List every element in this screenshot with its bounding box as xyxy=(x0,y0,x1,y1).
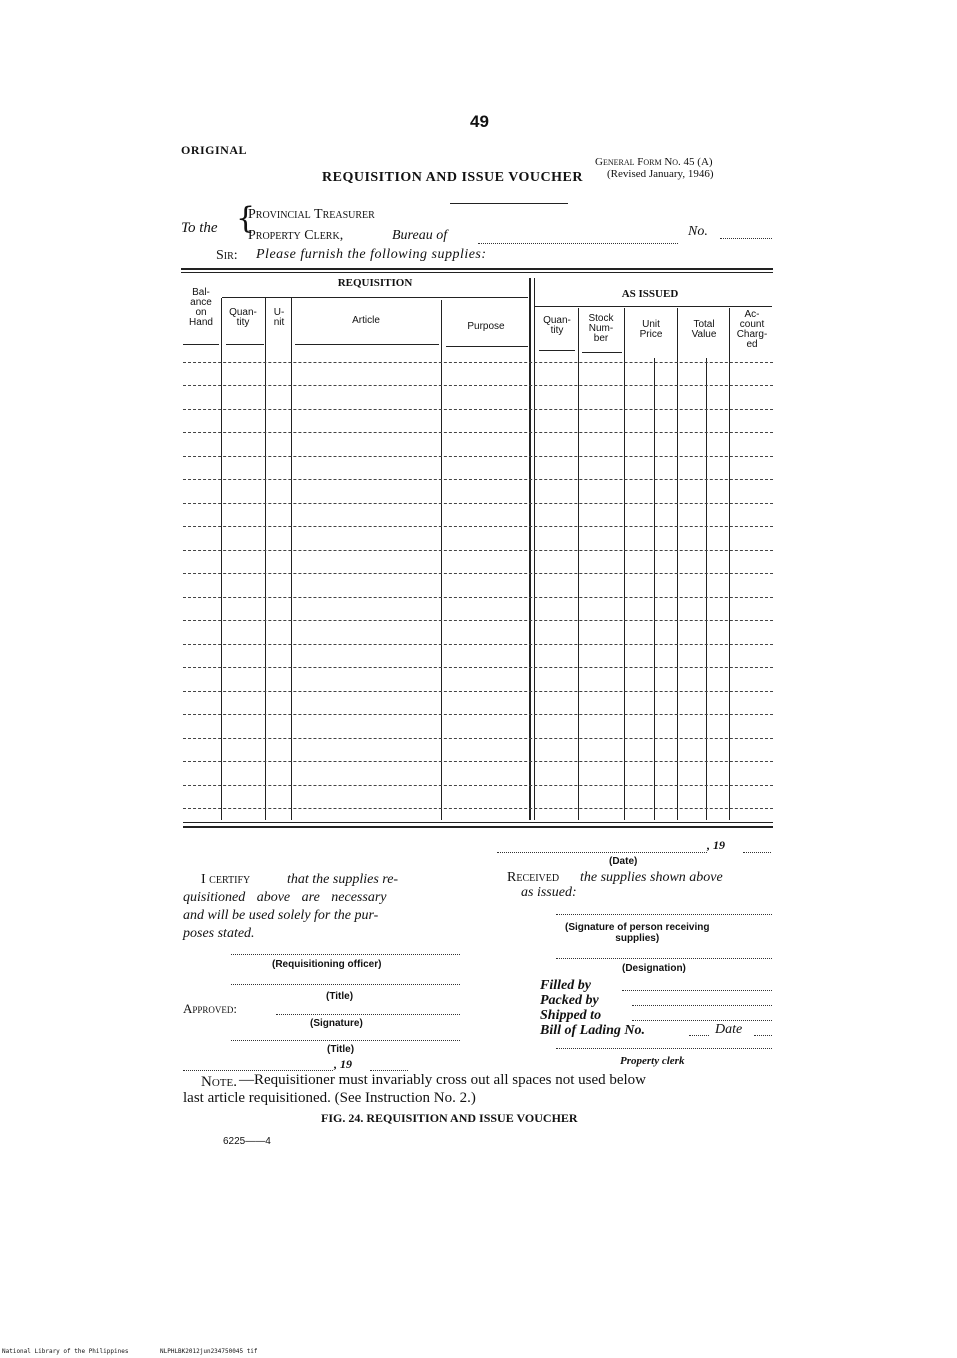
footer-left: National Library of the Philippines xyxy=(2,1348,129,1355)
header-req-unit: U- nit xyxy=(273,307,285,328)
signature-label: (Signature) xyxy=(310,1018,363,1029)
bureau-of-label: Bureau of xyxy=(392,228,448,243)
requisitioning-officer-label: (Requisitioning officer) xyxy=(272,959,382,970)
designation-label: (Designation) xyxy=(622,963,686,974)
packed-by-line[interactable] xyxy=(632,1005,772,1006)
left-date-suffix: , 19 xyxy=(334,1057,352,1071)
requisitioning-officer-line[interactable] xyxy=(231,954,460,955)
packed-by-label: Packed by xyxy=(540,993,599,1008)
addressee-property-clerk: Property Clerk, xyxy=(248,228,344,243)
table-row[interactable] xyxy=(183,738,773,739)
table-row[interactable] xyxy=(183,432,773,433)
header-iss-quantity: Quan- tity xyxy=(543,315,571,336)
date-line-suffix: , 19 xyxy=(707,838,725,852)
receiving-signature-label: (Signature of person receiving supplies) xyxy=(565,922,710,944)
table-bottom-rule-2 xyxy=(183,826,773,828)
table-row[interactable] xyxy=(183,620,773,621)
designation-line[interactable] xyxy=(556,958,772,959)
table-row[interactable] xyxy=(183,644,773,645)
table-row[interactable] xyxy=(183,550,773,551)
header-underline-article xyxy=(295,344,439,345)
received-line-1: the supplies shown above xyxy=(580,870,723,885)
table-row[interactable] xyxy=(183,409,773,410)
requisition-underline xyxy=(222,297,528,298)
header-req-purpose: Purpose xyxy=(467,321,505,332)
table-row[interactable] xyxy=(183,385,773,386)
table-body[interactable] xyxy=(183,350,773,820)
note-line-2: last article requisitioned. (See Instruction No. 2.) xyxy=(183,1090,476,1106)
note-line-1: —Requisitioner must invariably cross out all spaces not used below xyxy=(239,1072,647,1088)
table-row[interactable] xyxy=(183,479,773,480)
left-date-line[interactable] xyxy=(183,1070,333,1071)
approved-label: Approved: xyxy=(183,1001,238,1016)
sir-text: Please furnish the following supplies: xyxy=(256,247,487,262)
table-row[interactable] xyxy=(183,785,773,786)
header-underlines xyxy=(183,344,219,345)
form-title: REQUISITION AND ISSUE VOUCHER xyxy=(322,170,583,185)
no-line[interactable] xyxy=(720,238,772,239)
title-line-1[interactable] xyxy=(231,984,460,985)
title-underline xyxy=(450,203,568,204)
header-as-issued: AS ISSUED xyxy=(621,288,679,300)
certify-line-2: quisitioned above are necessary xyxy=(183,890,387,905)
shipped-to-line[interactable] xyxy=(632,1020,772,1021)
bill-of-lading-label: Bill of Lading No. xyxy=(540,1023,646,1038)
received-line-2: as issued: xyxy=(521,885,577,900)
bureau-line[interactable] xyxy=(478,243,678,244)
table-row[interactable] xyxy=(183,761,773,762)
certify-line-3: and will be used solely for the pur- xyxy=(183,908,379,923)
table-row[interactable] xyxy=(183,456,773,457)
original-label: ORIGINAL xyxy=(181,143,248,157)
filled-by-line[interactable] xyxy=(622,990,772,991)
table-row[interactable] xyxy=(183,573,773,574)
figure-caption: FIG. 24. REQUISITION AND ISSUE VOUCHER xyxy=(321,1111,578,1125)
table-row[interactable] xyxy=(183,808,773,809)
table-top-rule xyxy=(181,268,773,270)
no-label: No. xyxy=(688,224,708,239)
table-bottom-rule xyxy=(183,822,773,823)
page-number: 49 xyxy=(470,112,489,131)
header-underline-purpose xyxy=(446,346,528,347)
property-clerk-line[interactable] xyxy=(556,1048,772,1049)
header-iss-stock-number: Stock Num- ber xyxy=(588,313,614,344)
certify-line-4: poses stated. xyxy=(183,926,255,941)
shipped-to-label: Shipped to xyxy=(540,1008,602,1023)
header-iss-unit-price: Unit Price xyxy=(639,319,663,340)
as-issued-underline xyxy=(534,306,772,307)
date-word: Date xyxy=(715,1022,743,1037)
certify-lead: I certify xyxy=(201,872,251,887)
receiving-signature-line[interactable] xyxy=(556,914,772,915)
title-label-1: (Title) xyxy=(326,991,354,1002)
table-row[interactable] xyxy=(183,691,773,692)
table-row[interactable] xyxy=(183,526,773,527)
sir-label: Sir: xyxy=(216,248,238,263)
table-row[interactable] xyxy=(183,667,773,668)
header-balance-on-hand: Bal- ance on Hand xyxy=(189,287,213,328)
to-the-label: To the xyxy=(181,220,218,236)
table-row[interactable] xyxy=(183,597,773,598)
addressee-provincial-treasurer: Provincial Treasurer xyxy=(248,207,375,222)
form-revised: (Revised January, 1946) xyxy=(607,168,714,180)
title-line-2[interactable] xyxy=(231,1040,460,1041)
received-lead: Received xyxy=(507,870,560,885)
bill-date-line[interactable] xyxy=(754,1035,772,1036)
brace: { xyxy=(236,201,256,236)
print-code: 6225——4 xyxy=(223,1136,271,1147)
table-row[interactable] xyxy=(183,362,773,363)
table-top-rule-2 xyxy=(181,272,773,273)
note-lead: Note. xyxy=(201,1074,237,1090)
bill-of-lading-line[interactable] xyxy=(689,1035,709,1036)
filled-by-label: Filled by xyxy=(540,978,591,993)
date-line[interactable] xyxy=(497,852,707,853)
footer-right: NLPHLBK2012jun234750045 tif xyxy=(160,1348,258,1355)
header-req-quantity: Quan- tity xyxy=(229,307,257,328)
property-clerk-label: Property clerk xyxy=(620,1055,685,1067)
date-label: (Date) xyxy=(609,856,638,867)
table-row[interactable] xyxy=(183,503,773,504)
date-year-line[interactable] xyxy=(743,852,771,853)
header-requisition: REQUISITION xyxy=(337,277,413,289)
left-date-year-line[interactable] xyxy=(370,1070,408,1071)
header-req-article: Article xyxy=(352,315,380,326)
form-number: General Form No. 45 (A) xyxy=(595,156,713,168)
header-iss-total-value: Total Value xyxy=(691,319,717,340)
header-underline-qty xyxy=(226,344,264,345)
signature-line[interactable] xyxy=(276,1014,460,1015)
certify-line-1: that the supplies re- xyxy=(287,872,399,887)
title-label-2: (Title) xyxy=(327,1044,355,1055)
table-row[interactable] xyxy=(183,714,773,715)
header-iss-account-charged: Ac- count Charg- ed xyxy=(736,309,768,350)
